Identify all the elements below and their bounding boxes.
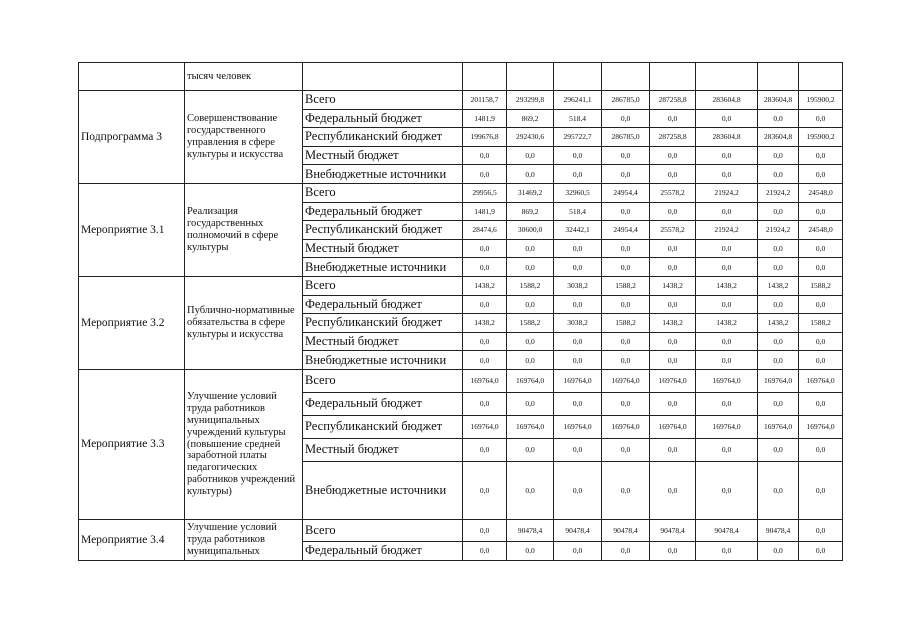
carry-over-source-cell	[303, 63, 463, 91]
funding-value-cell: 0,0	[650, 239, 696, 258]
funding-value-cell: 0,0	[758, 109, 799, 128]
funding-value-cell: 0,0	[650, 461, 696, 519]
funding-value-cell: 0,0	[650, 146, 696, 165]
funding-value-cell: 0,0	[554, 332, 602, 351]
funding-value-cell: 0,0	[463, 519, 507, 541]
funding-value-cell: 286785,0	[602, 91, 650, 110]
funding-value-cell: 0,0	[799, 295, 843, 314]
funding-value-cell: 0,0	[602, 146, 650, 165]
funding-value-cell: 24954,4	[602, 183, 650, 202]
budget-row	[79, 183, 843, 202]
funding-value-cell: 0,0	[463, 332, 507, 351]
funding-value-cell: 0,0	[799, 202, 843, 221]
section-code: Мероприятие 3.4	[79, 519, 185, 560]
section-name: Реализация государственных полномочий в сфере культуры	[185, 183, 303, 276]
funding-value-cell: 0,0	[799, 351, 843, 370]
section-name: Улучшение условий труда работников муниципальных учреждений культуры (повышение средней заработной платы педагогических работников учреждений культуры)	[185, 369, 303, 519]
carry-over-value-cell	[463, 63, 507, 91]
funding-value-cell: 1588,2	[602, 276, 650, 295]
funding-value-cell: 21924,2	[696, 221, 758, 240]
funding-value-cell: 0,0	[650, 109, 696, 128]
funding-value-cell: 0,0	[799, 239, 843, 258]
funding-value-cell: 0,0	[463, 461, 507, 519]
funding-value-cell: 0,0	[650, 295, 696, 314]
funding-value-cell: 0,0	[507, 146, 554, 165]
funding-value-cell: 3038,2	[554, 276, 602, 295]
funding-source-label: Республиканский бюджет	[303, 128, 463, 147]
funding-value-cell: 1588,2	[799, 314, 843, 333]
funding-value-cell: 0,0	[758, 202, 799, 221]
funding-source-label: Внебюджетные источники	[303, 461, 463, 519]
funding-source-label: Внебюджетные источники	[303, 258, 463, 277]
funding-value-cell: 0,0	[554, 541, 602, 560]
budget-table-page	[78, 62, 842, 561]
funding-source-label: Всего	[303, 369, 463, 392]
funding-value-cell: 869,2	[507, 109, 554, 128]
funding-value-cell: 0,0	[799, 519, 843, 541]
funding-value-cell: 0,0	[507, 392, 554, 415]
funding-value-cell: 0,0	[463, 438, 507, 461]
funding-value-cell: 195900,2	[799, 91, 843, 110]
funding-value-cell: 0,0	[602, 351, 650, 370]
section-code: Мероприятие 3.3	[79, 369, 185, 519]
funding-value-cell: 0,0	[602, 392, 650, 415]
funding-value-cell: 0,0	[554, 258, 602, 277]
funding-source-label: Республиканский бюджет	[303, 314, 463, 333]
funding-value-cell: 169764,0	[799, 369, 843, 392]
funding-value-cell: 169764,0	[602, 369, 650, 392]
funding-value-cell: 1438,2	[758, 314, 799, 333]
funding-source-label: Всего	[303, 91, 463, 110]
budget-row	[79, 519, 843, 541]
funding-value-cell: 0,0	[650, 541, 696, 560]
carry-over-row	[79, 63, 843, 91]
funding-value-cell: 0,0	[696, 109, 758, 128]
funding-value-cell: 169764,0	[696, 369, 758, 392]
funding-value-cell: 1438,2	[650, 314, 696, 333]
funding-value-cell: 0,0	[602, 438, 650, 461]
funding-value-cell: 0,0	[554, 351, 602, 370]
funding-value-cell: 295722,7	[554, 128, 602, 147]
funding-value-cell: 1438,2	[696, 276, 758, 295]
funding-value-cell: 1438,2	[696, 314, 758, 333]
funding-value-cell: 0,0	[650, 258, 696, 277]
funding-value-cell: 0,0	[799, 332, 843, 351]
carry-over-value-cell	[507, 63, 554, 91]
funding-value-cell: 0,0	[602, 239, 650, 258]
funding-value-cell: 0,0	[507, 239, 554, 258]
funding-value-cell: 1438,2	[463, 314, 507, 333]
section-name: Улучшение условий труда работников муниципальных	[185, 519, 303, 560]
funding-value-cell: 0,0	[696, 239, 758, 258]
funding-value-cell: 0,0	[554, 239, 602, 258]
funding-value-cell: 0,0	[602, 541, 650, 560]
funding-value-cell: 169764,0	[463, 369, 507, 392]
funding-value-cell: 0,0	[758, 461, 799, 519]
funding-value-cell: 169764,0	[507, 369, 554, 392]
carry-over-value-cell	[650, 63, 696, 91]
section-code: Мероприятие 3.2	[79, 276, 185, 369]
budget-row	[79, 276, 843, 295]
funding-value-cell: 0,0	[799, 392, 843, 415]
funding-value-cell: 283604,8	[696, 128, 758, 147]
funding-value-cell: 0,0	[799, 461, 843, 519]
funding-value-cell: 283604,8	[696, 91, 758, 110]
funding-value-cell: 31469,2	[507, 183, 554, 202]
funding-value-cell: 0,0	[507, 332, 554, 351]
funding-value-cell: 29956,5	[463, 183, 507, 202]
funding-value-cell: 28474,6	[463, 221, 507, 240]
funding-value-cell: 0,0	[554, 438, 602, 461]
funding-value-cell: 518,4	[554, 109, 602, 128]
funding-value-cell: 0,0	[696, 258, 758, 277]
funding-value-cell: 0,0	[650, 438, 696, 461]
funding-value-cell: 0,0	[507, 258, 554, 277]
funding-value-cell: 0,0	[602, 109, 650, 128]
funding-source-label: Республиканский бюджет	[303, 221, 463, 240]
funding-source-label: Внебюджетные источники	[303, 351, 463, 370]
funding-value-cell: 169764,0	[758, 369, 799, 392]
funding-value-cell: 0,0	[463, 351, 507, 370]
funding-value-cell: 0,0	[463, 239, 507, 258]
funding-value-cell: 24548,0	[799, 183, 843, 202]
funding-source-label: Внебюджетные источники	[303, 165, 463, 184]
funding-value-cell: 1438,2	[650, 276, 696, 295]
funding-value-cell: 0,0	[507, 541, 554, 560]
funding-value-cell: 21924,2	[758, 183, 799, 202]
section-code: Подпрограмма 3	[79, 91, 185, 184]
funding-value-cell: 283604,8	[758, 128, 799, 147]
funding-value-cell: 0,0	[758, 295, 799, 314]
funding-value-cell: 0,0	[696, 165, 758, 184]
funding-value-cell: 0,0	[758, 258, 799, 277]
funding-value-cell: 0,0	[799, 109, 843, 128]
funding-value-cell: 0,0	[758, 351, 799, 370]
funding-value-cell: 1481,9	[463, 109, 507, 128]
funding-source-label: Местный бюджет	[303, 332, 463, 351]
funding-value-cell: 0,0	[799, 438, 843, 461]
funding-value-cell: 1588,2	[507, 276, 554, 295]
funding-value-cell: 0,0	[507, 461, 554, 519]
funding-value-cell: 169764,0	[758, 415, 799, 438]
funding-value-cell: 518,4	[554, 202, 602, 221]
funding-value-cell: 0,0	[602, 295, 650, 314]
funding-source-label: Федеральный бюджет	[303, 202, 463, 221]
funding-value-cell: 0,0	[650, 202, 696, 221]
funding-value-cell: 3038,2	[554, 314, 602, 333]
funding-value-cell: 1438,2	[758, 276, 799, 295]
carry-over-value-cell	[696, 63, 758, 91]
funding-value-cell: 169764,0	[696, 415, 758, 438]
funding-value-cell: 90478,4	[507, 519, 554, 541]
budget-row	[79, 91, 843, 110]
funding-source-label: Всего	[303, 276, 463, 295]
funding-value-cell: 0,0	[650, 351, 696, 370]
funding-value-cell: 287258,8	[650, 91, 696, 110]
funding-value-cell: 1588,2	[507, 314, 554, 333]
funding-value-cell: 0,0	[507, 351, 554, 370]
funding-value-cell: 201158,7	[463, 91, 507, 110]
funding-value-cell: 0,0	[602, 258, 650, 277]
funding-source-label: Федеральный бюджет	[303, 392, 463, 415]
section-name: Публично-нормативные обязательства в сфере культуры и искусства	[185, 276, 303, 369]
funding-value-cell: 0,0	[554, 165, 602, 184]
funding-value-cell: 0,0	[696, 461, 758, 519]
funding-value-cell: 0,0	[554, 461, 602, 519]
funding-value-cell: 0,0	[696, 438, 758, 461]
funding-value-cell: 169764,0	[554, 415, 602, 438]
funding-value-cell: 0,0	[758, 541, 799, 560]
funding-value-cell: 293299,8	[507, 91, 554, 110]
funding-value-cell: 25578,2	[650, 221, 696, 240]
funding-value-cell: 0,0	[507, 165, 554, 184]
funding-value-cell: 0,0	[463, 295, 507, 314]
funding-value-cell: 0,0	[554, 146, 602, 165]
funding-value-cell: 0,0	[463, 258, 507, 277]
funding-value-cell: 0,0	[696, 332, 758, 351]
funding-value-cell: 0,0	[463, 541, 507, 560]
funding-source-label: Федеральный бюджет	[303, 295, 463, 314]
carry-over-value-cell	[799, 63, 843, 91]
funding-value-cell: 0,0	[554, 392, 602, 415]
funding-value-cell: 169764,0	[799, 415, 843, 438]
funding-source-label: Федеральный бюджет	[303, 109, 463, 128]
section-code: Мероприятие 3.1	[79, 183, 185, 276]
funding-value-cell: 0,0	[758, 438, 799, 461]
funding-value-cell: 0,0	[507, 438, 554, 461]
funding-value-cell: 169764,0	[602, 415, 650, 438]
funding-value-cell: 1481,9	[463, 202, 507, 221]
funding-value-cell: 169764,0	[650, 415, 696, 438]
funding-source-label: Местный бюджет	[303, 239, 463, 258]
budget-table-body	[79, 63, 843, 561]
funding-value-cell: 0,0	[650, 392, 696, 415]
funding-value-cell: 0,0	[758, 146, 799, 165]
funding-value-cell: 24954,4	[602, 221, 650, 240]
funding-value-cell: 0,0	[602, 332, 650, 351]
funding-value-cell: 25578,2	[650, 183, 696, 202]
budget-row	[79, 369, 843, 392]
budget-table	[78, 62, 843, 561]
funding-value-cell: 0,0	[696, 202, 758, 221]
funding-source-label: Всего	[303, 519, 463, 541]
funding-value-cell: 1588,2	[602, 314, 650, 333]
carry-over-value-cell	[758, 63, 799, 91]
funding-source-label: Местный бюджет	[303, 146, 463, 165]
funding-source-label: Всего	[303, 183, 463, 202]
funding-source-label: Федеральный бюджет	[303, 541, 463, 560]
funding-value-cell: 287258,8	[650, 128, 696, 147]
funding-value-cell: 195900,2	[799, 128, 843, 147]
funding-value-cell: 0,0	[696, 351, 758, 370]
funding-value-cell: 0,0	[799, 165, 843, 184]
funding-value-cell: 1588,2	[799, 276, 843, 295]
funding-value-cell: 0,0	[758, 165, 799, 184]
funding-value-cell: 90478,4	[758, 519, 799, 541]
funding-value-cell: 32960,5	[554, 183, 602, 202]
funding-value-cell: 169764,0	[507, 415, 554, 438]
funding-value-cell: 169764,0	[554, 369, 602, 392]
funding-value-cell: 0,0	[602, 165, 650, 184]
funding-value-cell: 0,0	[696, 295, 758, 314]
funding-value-cell: 296241,1	[554, 91, 602, 110]
funding-value-cell: 0,0	[799, 146, 843, 165]
funding-value-cell: 0,0	[799, 541, 843, 560]
funding-value-cell: 169764,0	[463, 415, 507, 438]
funding-value-cell: 32442,1	[554, 221, 602, 240]
funding-value-cell: 0,0	[602, 202, 650, 221]
carry-over-value-cell	[554, 63, 602, 91]
funding-value-cell: 169764,0	[650, 369, 696, 392]
funding-value-cell: 286785,0	[602, 128, 650, 147]
funding-source-label: Республиканский бюджет	[303, 415, 463, 438]
funding-value-cell: 0,0	[463, 165, 507, 184]
carry-over-name-cell: тысяч человек	[185, 63, 303, 91]
funding-value-cell: 90478,4	[602, 519, 650, 541]
funding-value-cell: 1438,2	[463, 276, 507, 295]
carry-over-code-cell	[79, 63, 185, 91]
funding-value-cell: 0,0	[758, 332, 799, 351]
funding-value-cell: 0,0	[696, 541, 758, 560]
funding-source-label: Местный бюджет	[303, 438, 463, 461]
funding-value-cell: 90478,4	[650, 519, 696, 541]
funding-value-cell: 0,0	[696, 392, 758, 415]
funding-value-cell: 0,0	[650, 332, 696, 351]
funding-value-cell: 0,0	[799, 258, 843, 277]
funding-value-cell: 869,2	[507, 202, 554, 221]
funding-value-cell: 283604,8	[758, 91, 799, 110]
funding-value-cell: 21924,2	[758, 221, 799, 240]
funding-value-cell: 90478,4	[696, 519, 758, 541]
funding-value-cell: 90478,4	[554, 519, 602, 541]
funding-value-cell: 0,0	[696, 146, 758, 165]
funding-value-cell: 0,0	[463, 146, 507, 165]
funding-value-cell: 0,0	[507, 295, 554, 314]
funding-value-cell: 199676,8	[463, 128, 507, 147]
funding-value-cell: 30600,0	[507, 221, 554, 240]
funding-value-cell: 0,0	[650, 165, 696, 184]
carry-over-value-cell	[602, 63, 650, 91]
funding-value-cell: 21924,2	[696, 183, 758, 202]
funding-value-cell: 0,0	[463, 392, 507, 415]
funding-value-cell: 0,0	[758, 392, 799, 415]
funding-value-cell: 292430,6	[507, 128, 554, 147]
funding-value-cell: 0,0	[602, 461, 650, 519]
funding-value-cell: 24548,0	[799, 221, 843, 240]
funding-value-cell: 0,0	[758, 239, 799, 258]
funding-value-cell: 0,0	[554, 295, 602, 314]
section-name: Совершенствование государственного управления в сфере культуры и искусства	[185, 91, 303, 184]
